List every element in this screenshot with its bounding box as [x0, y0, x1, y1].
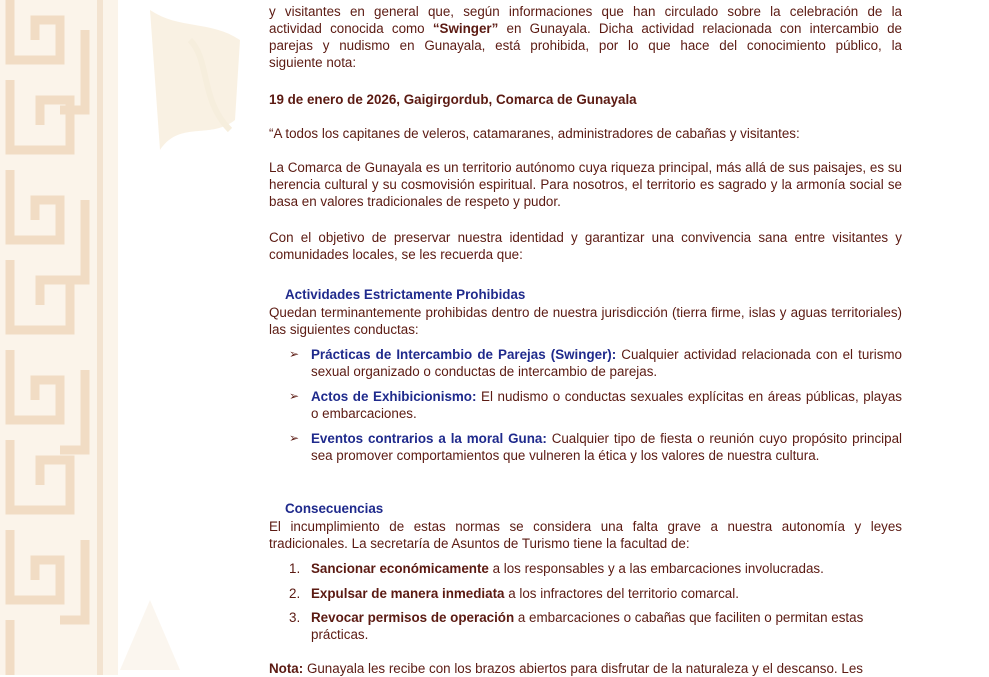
- prohibited-term: Actos de Exhibicionismo:: [311, 389, 477, 404]
- note-text: Gunayala les recibe con los brazos abiertos para disfrutar de la naturaleza y el descanso. Les: [303, 661, 863, 676]
- list-number: 1.: [289, 561, 301, 576]
- consequences-heading: Consecuencias: [285, 501, 384, 516]
- watermark-flag: [140, 0, 260, 170]
- prohibited-text: Cualquier tipo de fiesta o reunión cuyo propósito principal sea promover comportamientos que vulneren la ética y los valores de nuestra cultura.: [311, 431, 902, 463]
- swinger-term: “Swinger”: [432, 21, 499, 36]
- intro-line-1: [269, 3, 902, 20]
- consequence-text: a embarcaciones o cabañas que faciliten o permitan estas prácticas.: [311, 610, 864, 642]
- intro-line-3: [269, 37, 902, 54]
- paragraph-territory: La Comarca de Gunayala es un territorio autónomo cuya riqueza principal, más allá de sus paisajes, es su herencia cultural y su cosmovisión espiritual. Para nosotros, el territorio es sagrado y la armonía social se basa en valores tradicionales de respeto y pudor.: [269, 160, 902, 209]
- intro-line-2: [269, 20, 902, 37]
- salutation: “A todos los capitanes de veleros, catamaranes, administradores de cabañas y visitantes:: [269, 126, 800, 141]
- consequence-term: Expulsar de manera inmediata: [311, 586, 505, 601]
- watermark-shape: [110, 590, 200, 675]
- prohibited-intro: Quedan terminantemente prohibidas dentro de nuestra jurisdicción (tierra firme, islas y aguas territoriales) las siguientes conductas:: [269, 305, 902, 337]
- arrow-bullet-icon: ➢: [289, 347, 300, 361]
- decorative-left-border: [0, 0, 118, 675]
- intro-text: en Gunayala. Dicha actividad relacionada con intercambio de: [498, 21, 902, 36]
- paragraph-objective: Con el objetivo de preservar nuestra identidad y garantizar una convivencia sana entre visitantes y comunidades locales, se les recuerda que:: [269, 230, 902, 262]
- consequences-intro: El incumplimiento de estas normas se considera una falta grave a nuestra autonomía y leyes tradicionales. La secretaría de Asuntos de Turismo tiene la facultad de:: [269, 519, 902, 551]
- prohibited-text: El nudismo o conductas sexuales explícitas en áreas públicas, playas o embarcaciones.: [311, 389, 902, 421]
- arrow-bullet-icon: ➢: [289, 431, 300, 445]
- list-number: 3.: [289, 610, 301, 625]
- intro-line-4: [269, 54, 902, 71]
- consequence-text: a los infractores del territorio comarcal.: [504, 586, 739, 601]
- guna-pattern: [0, 0, 118, 675]
- note-label: Nota:: [269, 661, 304, 676]
- intro-text: actividad conocida como: [269, 21, 433, 36]
- intro-text: siguiente nota:: [269, 55, 357, 70]
- dateline: 19 de enero de 2026, Gaigirgordub, Comarca de Gunayala: [269, 92, 637, 107]
- intro-text: parejas y nudismo en Gunayala, está prohibida, por lo que hace del conocimiento público, la: [269, 38, 902, 53]
- arrow-bullet-icon: ➢: [289, 389, 300, 403]
- consequence-term: Revocar permisos de operación: [311, 610, 515, 625]
- prohibited-term: Eventos contrarios a la moral Guna:: [311, 431, 547, 446]
- consequence-text: a los responsables y a las embarcaciones involucradas.: [488, 561, 824, 576]
- list-number: 2.: [289, 586, 301, 601]
- intro-text: y visitantes en general que, según informaciones que han circulado sobre la celebración de la: [269, 4, 902, 19]
- prohibited-term: Prácticas de Intercambio de Parejas (Swinger):: [311, 347, 617, 362]
- note: [269, 660, 902, 677]
- prohibited-heading: Actividades Estrictamente Prohibidas: [285, 287, 526, 302]
- prohibited-text: Cualquier actividad relacionada con el turismo sexual organizado o conductas de intercambio de parejas.: [311, 347, 902, 379]
- consequence-term: Sancionar económicamente: [311, 561, 489, 576]
